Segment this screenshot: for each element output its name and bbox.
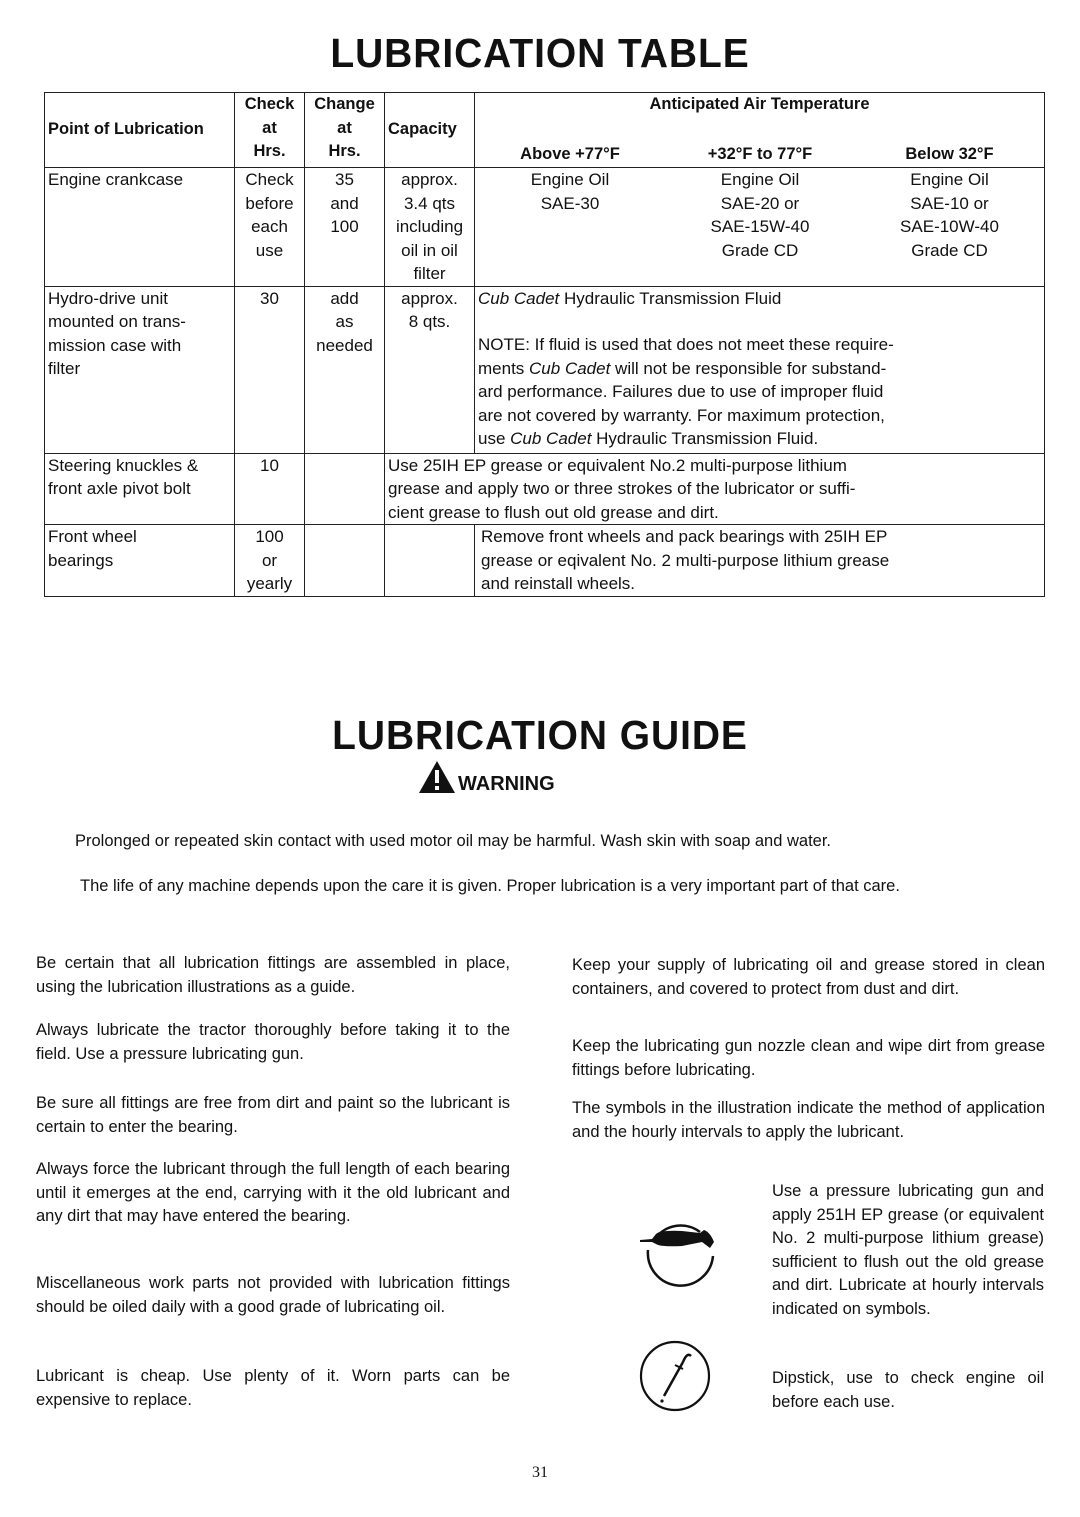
warning-text: Prolonged or repeated skin contact with used motor oil may be harmful. Wash skin with soap and water.: [75, 832, 832, 850]
note-line: ard performance. Failures due to use of improper fluid: [478, 382, 884, 401]
header-check: at: [262, 118, 277, 137]
change-cell: as: [335, 312, 354, 331]
check-cell: Check: [245, 170, 294, 189]
capacity-cell: filter: [413, 264, 446, 283]
left-paragraph: Always force the lubricant through the full length of each bearing until it emerges at the end, carrying with it the old lubricant and any dirt that may have entered the bearing.: [36, 1160, 510, 1225]
warning-label: WARNING: [458, 773, 555, 795]
capacity-cell: approx.: [401, 288, 458, 308]
brand-name: Cub Cadet: [510, 429, 592, 448]
check-cell: 30: [235, 286, 305, 453]
check-cell: before: [245, 193, 294, 213]
header-temp-high: Above +77°F: [520, 144, 620, 163]
point-cell: Front wheel: [48, 527, 137, 546]
capacity-cell: oil in oil: [401, 240, 458, 260]
oil-spec: Grade CD: [911, 240, 988, 260]
brand-name: Cub Cadet: [529, 358, 611, 378]
capacity-cell: 3.4 qts: [403, 193, 456, 213]
instruction-line: grease or eqivalent No. 2 multi-purpose lithium grease: [481, 550, 890, 570]
check-cell: 100: [255, 527, 284, 546]
point-cell: bearings: [48, 550, 114, 570]
right-paragraph: Keep the lubricating gun nozzle clean and wipe dirt from grease fittings before lubricating.: [572, 1037, 1045, 1079]
lubrication-table: [44, 92, 1045, 597]
table-header-row: [45, 93, 1045, 168]
left-paragraph: Always lubricate the tractor thoroughly before taking it to the field. Use a pressure lubricating gun.: [36, 1021, 510, 1063]
note-line: will not be responsible for substand-: [615, 358, 887, 378]
capacity-cell: approx.: [401, 170, 458, 189]
intro-text: The life of any machine depends upon the care it is given. Proper lubrication is a very important part of that care.: [80, 877, 900, 895]
header-change: Hrs.: [328, 142, 361, 160]
note-line: NOTE: If fluid is used that does not meet these require-: [478, 335, 894, 354]
header-change: at: [337, 118, 352, 137]
capacity-cell: 8 qts.: [408, 312, 451, 331]
change-cell: add: [330, 288, 359, 308]
oil-spec: SAE-30: [540, 193, 600, 213]
header-temp-mid: +32°F to 77°F: [707, 144, 813, 163]
oil-spec: Grade CD: [721, 240, 799, 260]
oil-spec: SAE-15W-40: [710, 217, 810, 236]
check-cell: or: [261, 550, 278, 570]
check-cell: yearly: [246, 574, 293, 593]
instruction-line: cient grease to flush out old grease and dirt.: [388, 502, 719, 522]
point-cell: Steering knuckles &: [48, 455, 199, 475]
table-row: [45, 453, 1045, 525]
instruction-line: and reinstall wheels.: [481, 574, 636, 593]
right-paragraph: The symbols in the illustration indicate the method of application and the hourly intervals to apply the lubricant.: [572, 1099, 1045, 1141]
table-row: [45, 168, 1045, 287]
oil-spec: Engine Oil: [910, 170, 989, 189]
change-cell: needed: [316, 335, 373, 355]
change-cell: 35: [335, 170, 354, 189]
point-cell: Hydro-drive unit: [48, 288, 168, 308]
right-paragraph: Keep your supply of lubricating oil and grease stored in clean containers, and covered to protect from dust and dirt.: [572, 956, 1045, 998]
note-line: Hydraulic Transmission Fluid.: [596, 429, 819, 448]
guide-title: LUBRICATION GUIDE: [332, 712, 748, 758]
header-temp-low: Below 32°F: [905, 144, 994, 163]
point-cell: mounted on trans-: [48, 312, 186, 331]
note-line: use: [478, 429, 511, 448]
header-check: Hrs.: [253, 142, 286, 160]
page-number: 31: [532, 1464, 548, 1481]
change-cell: and: [330, 193, 359, 213]
header-capacity: Capacity: [385, 93, 475, 168]
left-paragraph: Miscellaneous work parts not provided with lubrication fittings should be oiled daily with a good grade of lubricating oil.: [36, 1274, 510, 1316]
check-cell: each: [251, 217, 288, 236]
table-title: LUBRICATION TABLE: [330, 30, 750, 76]
warning-triangle-icon: [418, 760, 456, 794]
grease-gun-icon: [638, 1220, 718, 1296]
capacity-cell: including: [395, 217, 464, 236]
change-cell: 100: [330, 217, 359, 236]
header-point: Point of Lubrication: [45, 93, 235, 168]
oil-spec: SAE-10 or: [910, 193, 989, 213]
grease-gun-description: Use a pressure lubricating gun and apply 251H EP grease (or equivalent No. 2 multi-purpose lithium grease) sufficient to flush out the old grease and dirt. Lubricate at hourly intervals indicated on symbols.: [772, 1182, 1044, 1318]
note-line: ments: [478, 358, 530, 378]
instruction-line: Use 25IH EP grease or equivalent No.2 multi-purpose lithium: [388, 455, 847, 475]
warning-heading: [418, 760, 555, 794]
instruction-line: Remove front wheels and pack bearings with 25IH EP: [481, 527, 888, 546]
header-change: Change: [314, 95, 375, 113]
point-cell: Engine crankcase: [45, 168, 235, 287]
oil-spec: SAE-20 or: [720, 193, 800, 213]
dipstick-description: Dipstick, use to check engine oil before each use.: [772, 1369, 1044, 1411]
oil-spec: Engine Oil: [530, 170, 610, 189]
dipstick-icon: [637, 1338, 713, 1414]
table-row: [45, 525, 1045, 597]
point-cell: filter: [48, 359, 81, 378]
brand-name: Cub Cadet: [478, 288, 560, 308]
header-temperature: Anticipated Air Temperature: [649, 95, 870, 113]
left-paragraph: Be certain that all lubrication fittings are assembled in place, using the lubrication illustrations as a guide.: [36, 954, 510, 996]
point-cell: front axle pivot bolt: [48, 479, 191, 498]
oil-spec: SAE-10W-40: [900, 217, 999, 236]
check-cell: use: [255, 240, 284, 260]
point-cell: mission case with: [48, 335, 182, 355]
header-check: Check: [244, 95, 295, 113]
left-paragraph: Lubricant is cheap. Use plenty of it. Worn parts can be expensive to replace.: [36, 1367, 510, 1409]
left-paragraph: Be sure all fittings are free from dirt and paint so the lubricant is certain to enter the bearing.: [36, 1094, 510, 1136]
table-row: [45, 286, 1045, 453]
fluid-name: Hydraulic Transmission Fluid: [564, 288, 782, 308]
oil-spec: Engine Oil: [720, 170, 800, 189]
check-cell: 10: [235, 453, 305, 525]
instruction-line: grease and apply two or three strokes of the lubricator or suffi-: [388, 479, 856, 498]
note-line: are not covered by warranty. For maximum protection,: [478, 405, 885, 425]
